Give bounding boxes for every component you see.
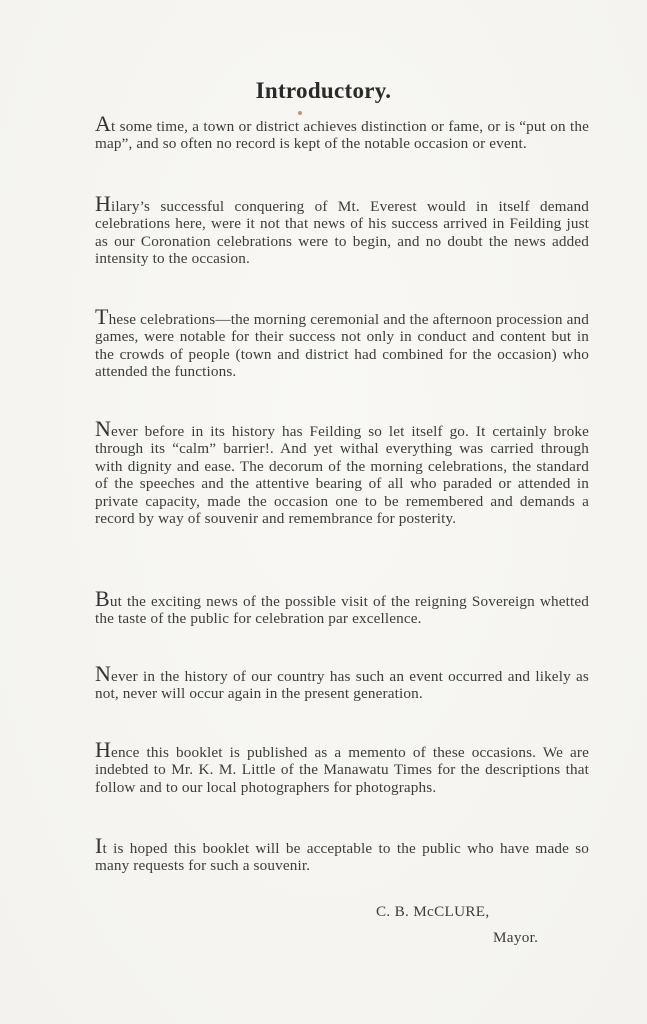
paragraph-3: [95, 304, 589, 381]
paragraph-text: t is hoped this booklet will be acceptable to the public who have made so many requests for such a souvenir.: [95, 840, 589, 875]
paragraph-4: [95, 416, 589, 528]
drop-cap: T: [95, 304, 109, 329]
signature-title: Mayor.: [493, 929, 539, 946]
paragraph-text: ilary’s successful conquering of Mt. Everest would in itself demand celebrations here, were it not that news of his success arrived in Feilding just as our Coronation celebrations were to begin, and no doubt the news added intensity to the occasion.: [95, 198, 589, 268]
drop-cap: N: [95, 661, 112, 686]
paragraph-text: ence this booklet is published as a memento of these occasions. We are indebted to Mr. K. M. Little of the Manawatu Times for the descriptions that follow and to our local photographers for photographs.: [95, 744, 589, 796]
paragraph-text: ever in the history of our country has such an event occurred and likely as not, never will occur again in the present generation.: [95, 668, 589, 703]
paragraph-5: [95, 586, 589, 628]
drop-cap: A: [95, 111, 112, 136]
paragraph-8: [95, 833, 589, 875]
drop-cap: I: [95, 833, 103, 858]
paragraph-1: [95, 111, 589, 153]
paragraph-text: ever before in its history has Feilding so let itself go. It certainly broke through its “calm” barrier!. And yet withal everything was carried through with dignity and ease. The decorum of the morning celebrations, the standard of the speeches and the attentive bearing of all who paraded or attended in private capacity, made the occasion one to be remembered and demands a record by way of souvenir and remembrance for posterity.: [95, 423, 589, 528]
drop-cap: N: [95, 416, 112, 441]
drop-cap: H: [95, 191, 112, 216]
page-title: Introductory.: [255, 78, 392, 103]
ink-spot: [298, 111, 302, 115]
signature-name: C. B. McCLURE,: [376, 903, 490, 920]
paragraph-6: [95, 661, 589, 703]
drop-cap: H: [95, 737, 112, 762]
paragraph-text: t some time, a town or district achieves distinction or fame, or is “put on the map”, and so often no record is kept of the notable occasion or event.: [95, 118, 589, 153]
paragraph-7: [95, 737, 589, 796]
paragraph-text: ut the exciting news of the possible visit of the reigning Sovereign whetted the taste of the public for celebration par excellence.: [95, 593, 589, 628]
paragraph-2: [95, 191, 589, 268]
drop-cap: B: [95, 586, 110, 611]
paragraph-text: hese celebrations—the morning ceremonial and the afternoon procession and games, were notable for their success not only in conduct and content but in the crowds of people (town and district had combined for the occasion) who attended the functions.: [95, 311, 589, 381]
